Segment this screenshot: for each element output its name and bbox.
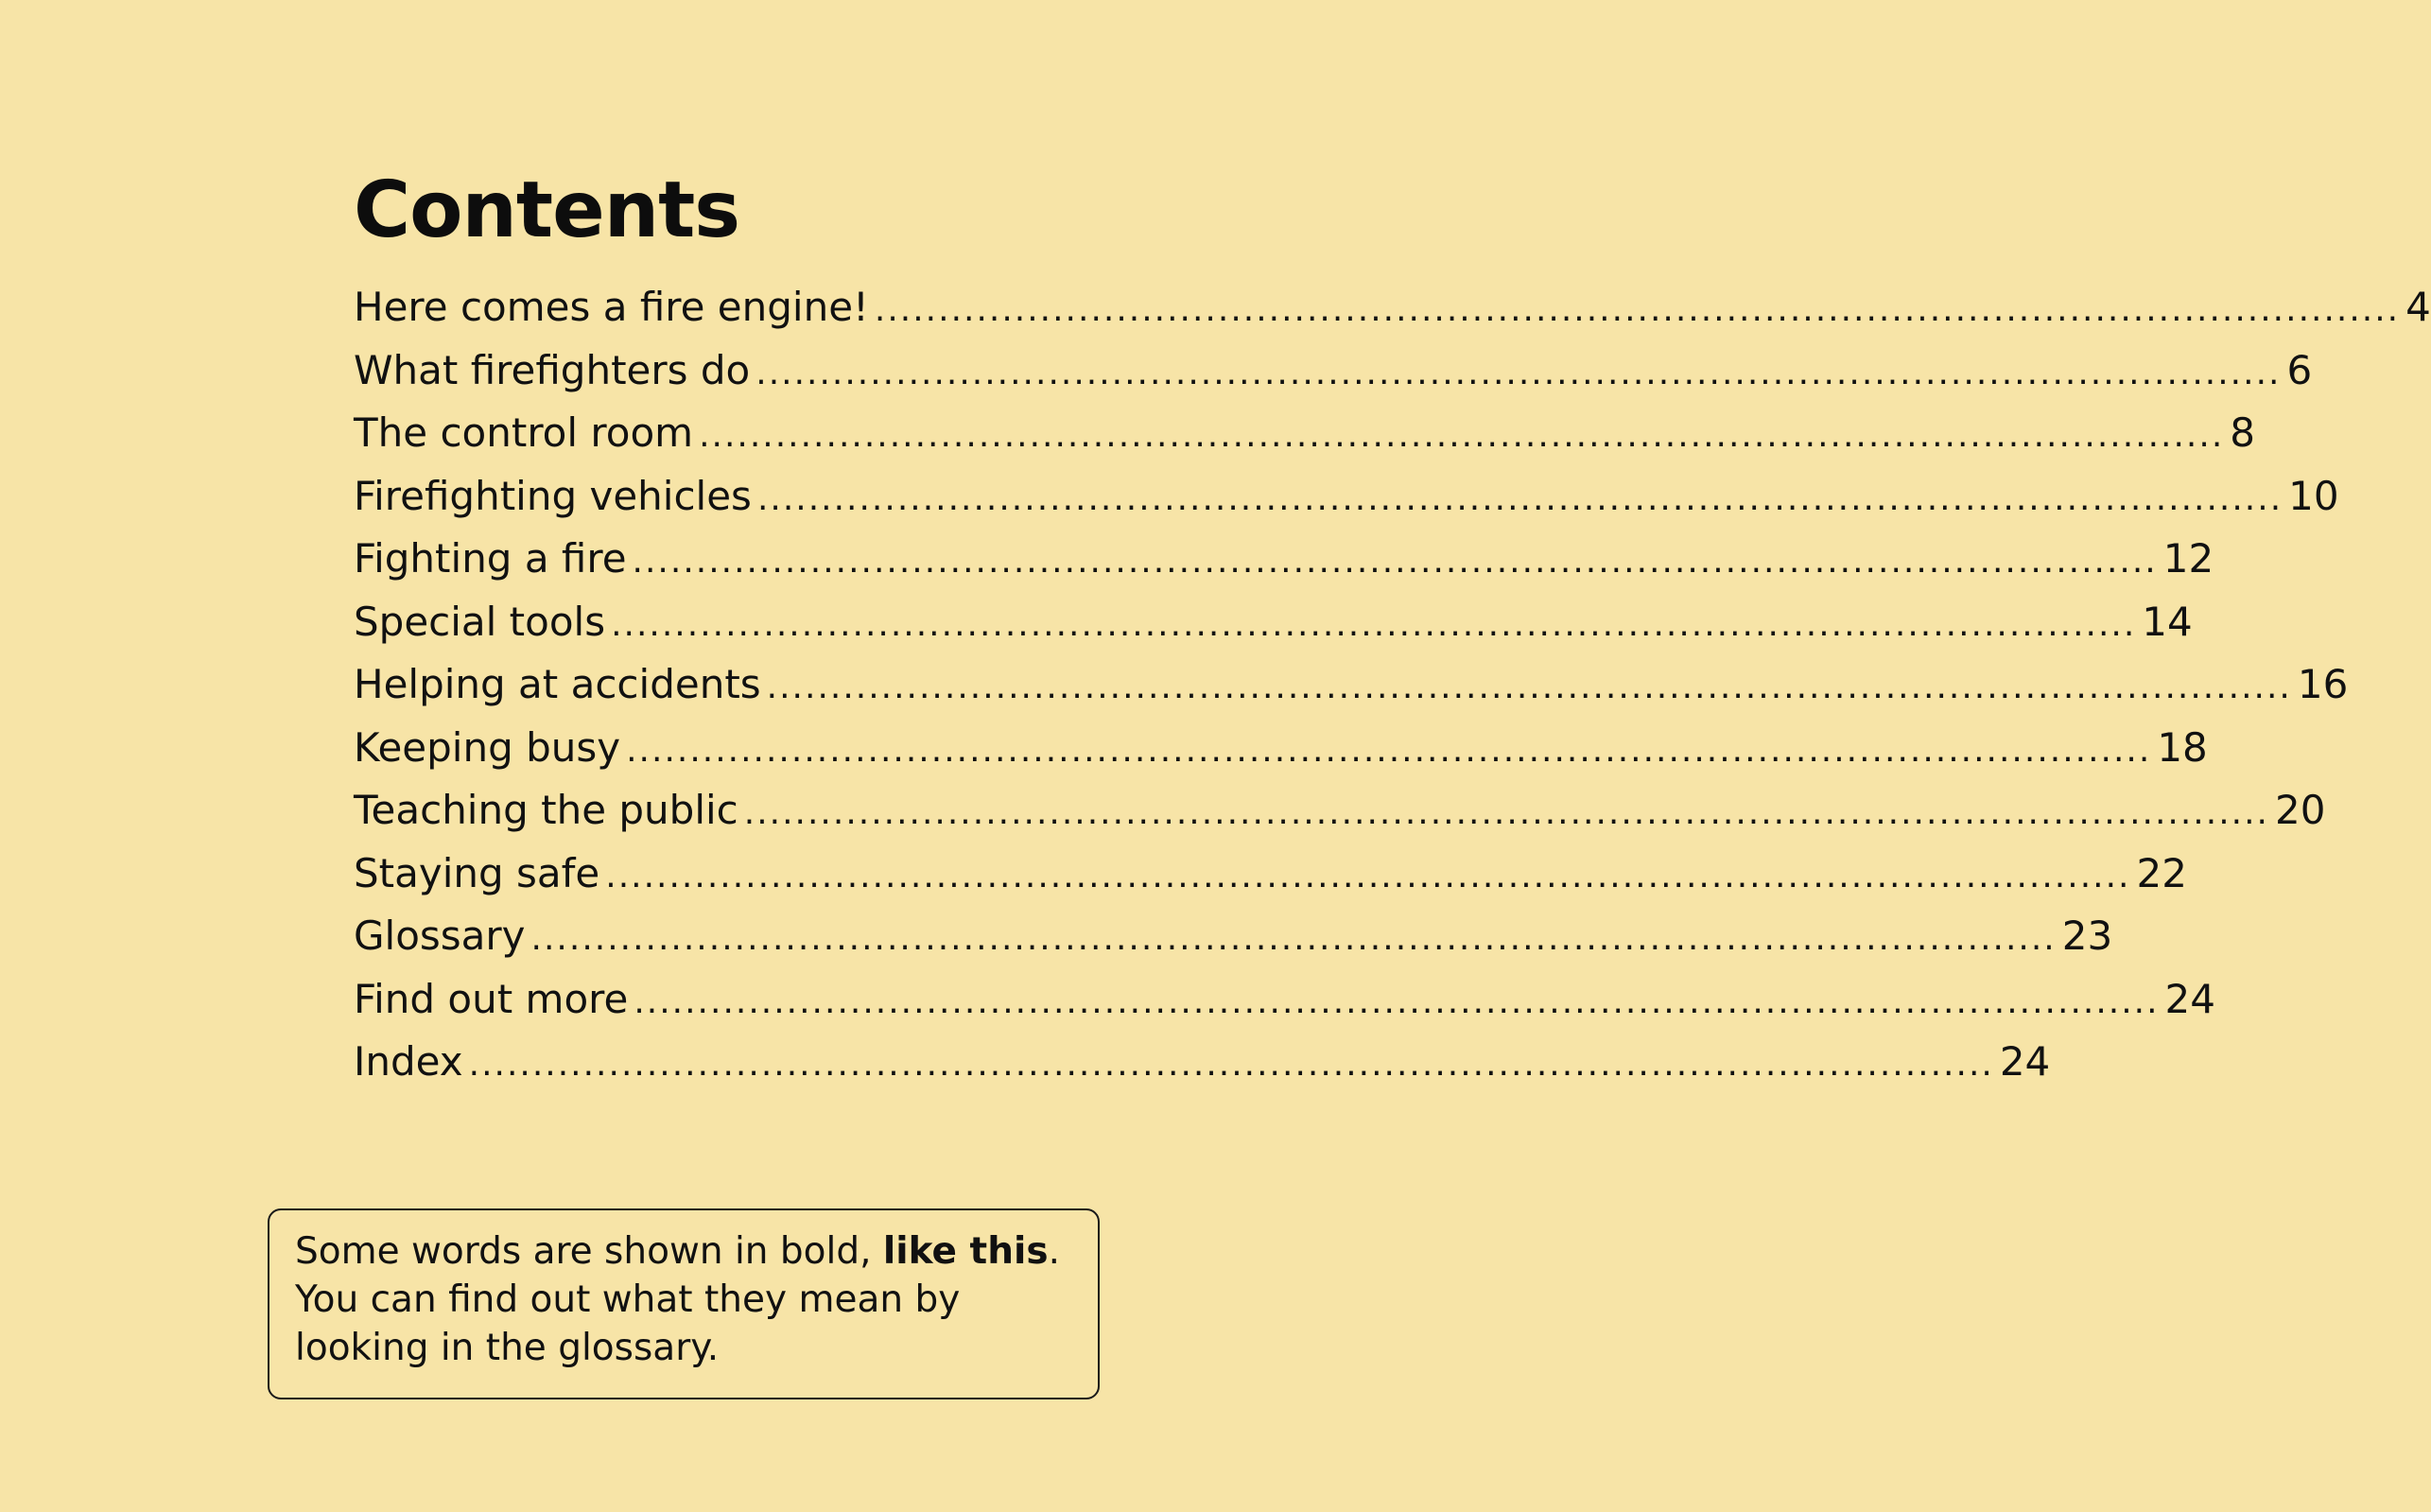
toc-entry [354,779,2326,843]
toc-entry-title: What firefighters do [354,346,751,393]
toc-entry-title: Index [354,1038,463,1086]
toc-entry [354,653,2349,717]
toc-dot-leader: ........................................................................................................................ [755,353,2282,392]
toc-entry [354,1031,2051,1094]
bold-example-text: like this [882,1230,1049,1273]
page-title: Contents [354,165,740,255]
glossary-note-box [268,1208,1100,1399]
toc-dot-leader: ........................................................................................................................ [605,856,2131,895]
toc-entry-title: Helping at accidents [354,661,761,708]
toc-entry-page: 23 [2061,912,2113,960]
toc-entry [354,717,2208,780]
toc-entry-page: 20 [2274,787,2326,834]
toc-entry-title: Staying safe [354,849,600,896]
toc-dot-leader: ........................................................................................................................ [632,542,2158,582]
toc-entry-page: 8 [2230,409,2255,457]
toc-entry-page: 12 [2162,535,2214,582]
toc-entry-title: Here comes a fire engine! [354,284,869,331]
toc-entry-title: The control room [354,409,694,457]
toc-entry-title: Find out more [354,975,629,1022]
toc-entry-page: 18 [2157,723,2208,771]
toc-dot-leader: ........................................................................................................................ [699,416,2225,456]
toc-entry-page: 24 [2164,975,2215,1022]
toc-entry-page: 10 [2288,472,2339,519]
toc-entry-title: Keeping busy [354,723,621,771]
toc-entry [354,968,2215,1032]
toc-dot-leader: ........................................................................................................................ [530,919,2057,959]
toc-dot-leader: ........................................................................................................................ [874,290,2401,330]
toc-dot-leader: ........................................................................................................................ [634,982,2160,1021]
toc-entry [354,905,2113,968]
toc-entry-page: 6 [2286,346,2313,393]
toc-entry [354,843,2187,906]
toc-entry [354,465,2339,529]
toc-entry-page: 24 [1999,1038,2051,1086]
note-text-continued: . You can find out what they mean by looking in the glossary. [295,1230,1060,1369]
toc-dot-leader: ........................................................................................................................ [626,730,2152,770]
table-of-contents [354,276,2431,1094]
toc-entry-title: Teaching the public [354,787,738,834]
toc-entry-page: 4 [2405,284,2431,331]
toc-entry [354,276,2431,339]
toc-entry-title: Firefighting vehicles [354,472,752,519]
toc-entry [354,591,2193,654]
toc-dot-leader: ........................................................................................................................ [468,1045,1994,1085]
toc-dot-leader: ........................................................................................................................ [743,793,2269,833]
toc-entry-page: 22 [2136,849,2187,896]
toc-dot-leader: ........................................................................................................................ [611,604,2137,644]
toc-dot-leader: ........................................................................................................................ [766,668,2292,707]
toc-entry [354,339,2313,403]
toc-entry-page: 16 [2297,661,2349,708]
toc-entry-title: Glossary [354,912,526,960]
toc-entry-title: Special tools [354,598,606,645]
toc-entry [354,402,2255,465]
toc-entry-title: Fighting a fire [354,535,627,582]
toc-entry [354,528,2214,591]
note-text: Some words are shown in bold, [295,1230,883,1273]
toc-entry-page: 14 [2142,598,2193,645]
toc-dot-leader: ........................................................................................................................ [756,478,2283,518]
